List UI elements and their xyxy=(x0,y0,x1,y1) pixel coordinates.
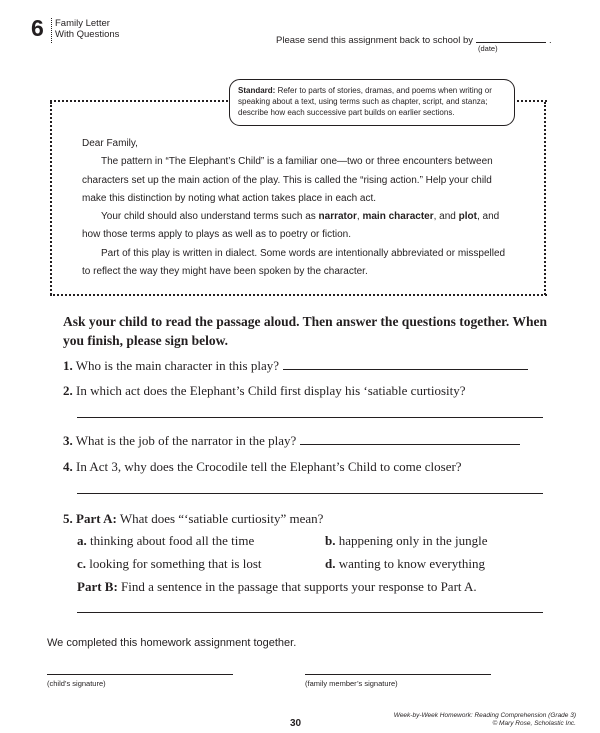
letter-paragraph-1: The pattern in “The Elephant’s Child” is a familiar one—two or three encounters between characters set up the main action of the play. This is called the “rising action.” Help your child make this distinction by noting what action takes place in each act. xyxy=(82,156,493,204)
page-title xyxy=(55,18,119,40)
choice-text: wanting to know everything xyxy=(338,556,485,571)
question-number: 5. xyxy=(63,511,73,526)
letter-border-top-right xyxy=(517,100,547,102)
question-2 xyxy=(63,383,466,399)
date-label: (date) xyxy=(478,44,498,53)
question-number: 2. xyxy=(63,383,73,398)
instructions: Ask your child to read the passage aloud. Then answer the questions together. When you finish, please sign below. xyxy=(63,314,547,348)
letter-border-right xyxy=(544,102,546,295)
question-5-part-b xyxy=(77,579,477,595)
question-number: 1. xyxy=(63,358,73,373)
choice-letter: b. xyxy=(325,533,336,548)
choice-d[interactable] xyxy=(325,556,485,572)
page-title-line1: Family Letter xyxy=(55,18,110,29)
letter-border-left xyxy=(50,102,52,295)
letter-border-bottom xyxy=(50,294,547,296)
choice-letter: d. xyxy=(325,556,336,571)
send-back-text: Please send this assignment back to school by xyxy=(276,35,473,46)
credit-line-2: © Mary Rose, Scholastic Inc. xyxy=(492,720,576,727)
question-5-part-a xyxy=(63,511,323,527)
part-b-label: Part B: xyxy=(77,579,118,594)
term-main-character: main character xyxy=(362,211,434,223)
answer-line-4[interactable] xyxy=(77,493,543,494)
letter-paragraph-3: Part of this play is written in dialect. Some words are intentionally abbreviated or misspelled to reflect the way they might have been spoken by the character. xyxy=(82,247,506,278)
letter-p2-start: Your child should also understand terms such as xyxy=(101,211,319,223)
letter-salutation: Dear Family, xyxy=(82,138,138,149)
question-text: In which act does the Elephant’s Child first display his ‘satiable curtiosity? xyxy=(76,383,466,398)
answer-line-5[interactable] xyxy=(77,612,543,613)
choice-text: looking for something that is lost xyxy=(89,556,262,571)
send-back-period: . xyxy=(548,35,552,46)
standard-text: Refer to parts of stories, dramas, and poems when writing or speaking about a text, using terms such as chapter, script, and stanza; describe how each successive part builds on earlier sections. xyxy=(238,86,492,117)
question-text: What is the job of the narrator in the play? xyxy=(75,433,297,448)
question-1 xyxy=(63,358,528,374)
letter-border-top-left xyxy=(50,100,228,102)
choice-letter: c. xyxy=(77,556,87,571)
unit-number: 6 xyxy=(31,15,44,41)
choice-text: happening only in the jungle xyxy=(338,533,488,548)
choice-text: thinking about food all the time xyxy=(90,533,255,548)
term-sep-1: , xyxy=(356,211,363,223)
date-blank[interactable] xyxy=(476,42,546,43)
letter-paragraph-2 xyxy=(82,208,510,245)
question-text: In Act 3, why does the Crocodile tell the Elephant’s Child to come closer? xyxy=(76,459,462,474)
answer-line-2[interactable] xyxy=(77,417,543,418)
completed-statement: We completed this homework assignment together. xyxy=(47,637,297,649)
standard-box xyxy=(229,79,515,126)
standard-label: Standard: xyxy=(238,86,276,95)
page-number: 30 xyxy=(290,718,302,729)
letter-p2-end: , and how those terms apply to plays as well as to poetry or fiction. xyxy=(82,211,500,241)
question-3 xyxy=(63,433,520,449)
term-narrator: narrator xyxy=(318,211,357,223)
choice-c[interactable] xyxy=(77,556,262,572)
family-signature-line[interactable] xyxy=(305,674,491,675)
part-b-text: Find a sentence in the passage that supports your response to Part A. xyxy=(121,579,477,594)
question-number: 4. xyxy=(63,459,73,474)
send-back-instruction xyxy=(276,35,552,46)
credit-line-1: Week-by-Week Homework: Reading Comprehension (Grade 3) xyxy=(393,712,576,719)
choice-b[interactable] xyxy=(325,533,488,549)
part-a-text: What does “‘satiable curtiosity” mean? xyxy=(119,511,324,526)
choice-a[interactable] xyxy=(77,533,254,549)
answer-line-3[interactable] xyxy=(300,434,520,445)
question-4 xyxy=(63,459,462,475)
choice-letter: a. xyxy=(77,533,87,548)
header-divider xyxy=(51,18,52,43)
term-sep-2: , and xyxy=(433,211,459,223)
answer-line-1[interactable] xyxy=(283,359,528,370)
page-title-line2: With Questions xyxy=(55,29,120,40)
term-plot: plot xyxy=(458,211,477,223)
child-signature-label: (child’s signature) xyxy=(47,679,106,688)
part-a-label: Part A: xyxy=(76,511,117,526)
family-letter xyxy=(82,135,510,281)
family-signature-label: (family member’s signature) xyxy=(305,679,398,688)
child-signature-line[interactable] xyxy=(47,674,233,675)
question-number: 3. xyxy=(63,433,73,448)
credit xyxy=(380,712,576,728)
question-text: Who is the main character in this play? xyxy=(75,358,279,373)
